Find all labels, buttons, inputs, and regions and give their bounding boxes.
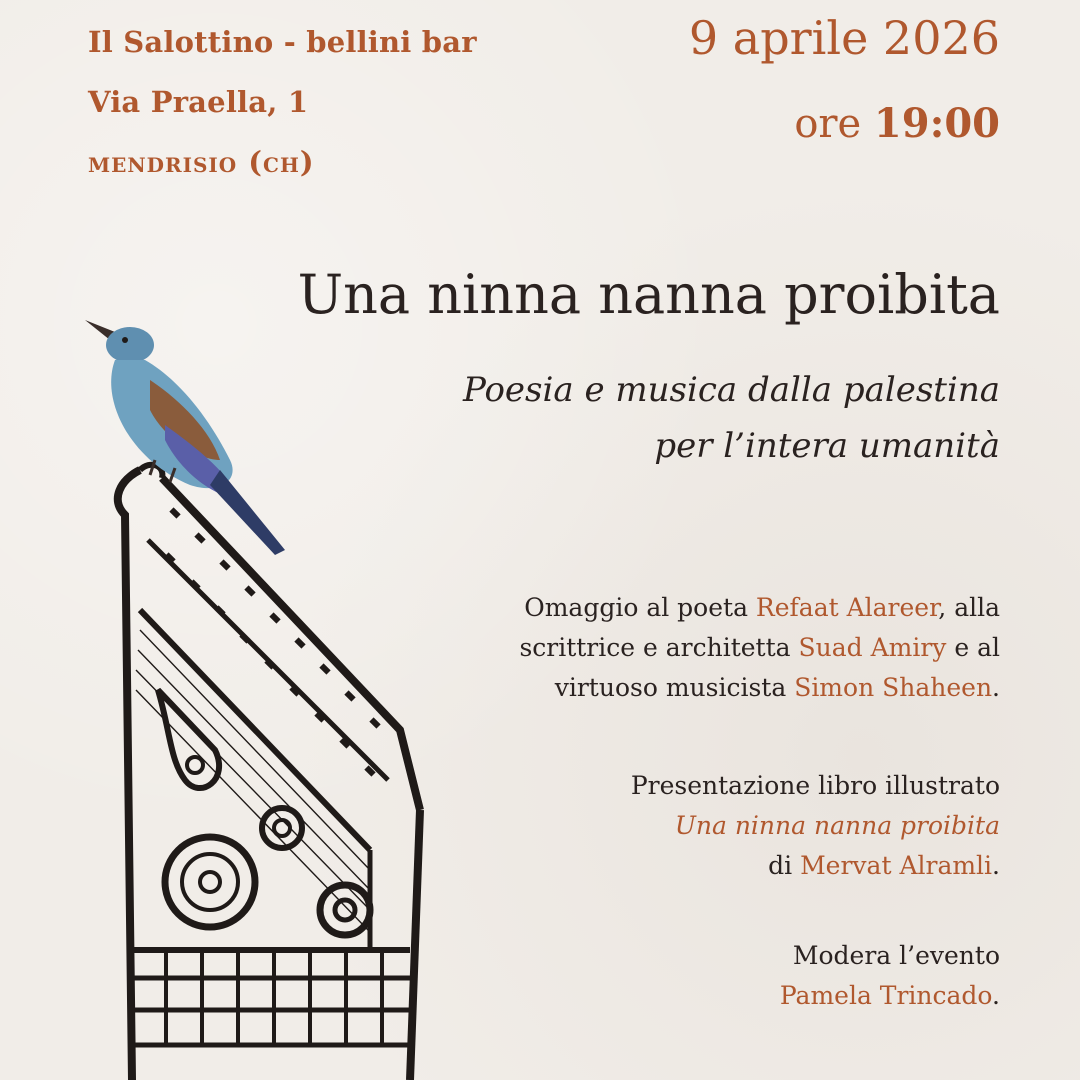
event-time: 19:00 <box>873 100 1000 147</box>
tribute-text-4: . <box>992 673 1000 702</box>
bird-on-qanun-illustration <box>70 310 450 1080</box>
date-time-block <box>689 8 1000 152</box>
tribute-paragraph <box>440 588 1000 708</box>
moderator-name: Pamela Trincado <box>779 981 993 1010</box>
tribute-text-1: Omaggio al poeta <box>524 593 756 622</box>
moderator-intro: Modera l’evento <box>792 941 1000 970</box>
book-paragraph <box>520 766 1000 886</box>
event-date: 9 aprile 2026 <box>688 11 1000 65</box>
tribute-text-3: e al virtuoso musicista <box>554 633 1000 702</box>
moderator-name-line <box>600 976 1000 1016</box>
venue-name: Il Salottino - bellini bar <box>88 25 477 59</box>
book-author: Mervat Alramli <box>800 851 993 880</box>
bird-icon <box>85 320 285 555</box>
event-subtitle <box>463 362 1000 474</box>
venue-block <box>88 22 477 202</box>
poet-name: Refaat Alareer <box>755 593 939 622</box>
venue-city: mendrisio (ch) <box>88 145 315 179</box>
book-by: di <box>768 851 801 880</box>
book-intro: Presentazione libro illustrato <box>630 771 1000 800</box>
moderator-end: . <box>992 981 1000 1010</box>
book-author-line <box>520 846 1000 886</box>
musician-name: Simon Shaheen <box>794 673 993 702</box>
writer-name: Suad Amiry <box>798 633 947 662</box>
book-title: Una ninna nanna proibita <box>674 811 1000 840</box>
tribute-text-2: , alla scrittrice e architetta <box>519 593 1000 662</box>
subtitle-line-1: Poesia e musica dalla palestina <box>462 370 1000 410</box>
moderator-paragraph <box>600 936 1000 1016</box>
venue-street: Via Praella, 1 <box>88 85 309 119</box>
event-title: Una ninna nanna proibita <box>297 263 1000 326</box>
event-time-line <box>689 96 1000 152</box>
book-end: . <box>992 851 1000 880</box>
subtitle-line-2: per l’intera umanità <box>654 426 1000 466</box>
event-time-prefix: ore <box>794 101 862 147</box>
